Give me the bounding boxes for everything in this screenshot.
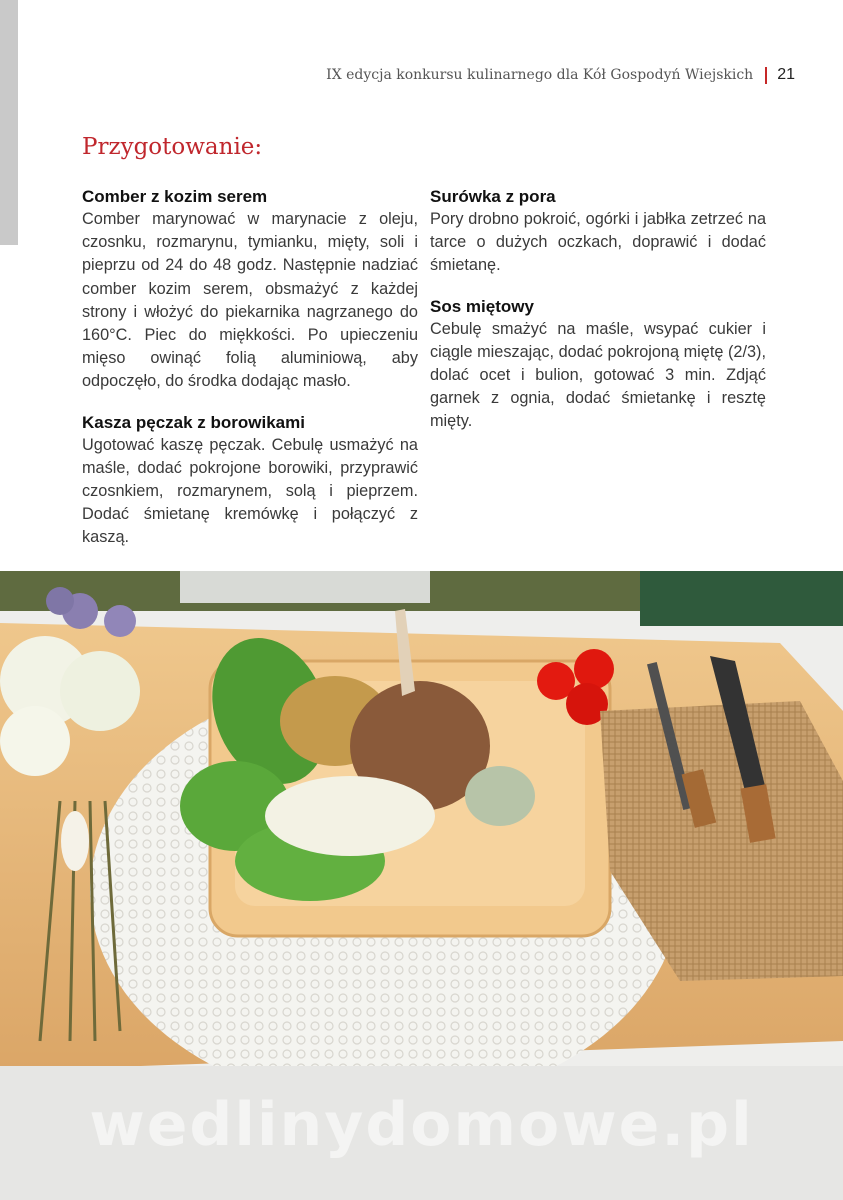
recipe-title: Kasza pęczak z borowikami — [82, 412, 305, 432]
left-column — [82, 186, 418, 568]
recipe-comber — [82, 186, 418, 394]
leek-salad — [265, 776, 435, 856]
recipe-title: Surówka z pora — [430, 187, 556, 206]
recipe-text: Cebulę smażyć na maśle, wsypać cukier i ciągle mieszając, dodać pokrojoną miętę (2/3), dolać ocet i bulion, gotować 3 min. Zdjąć garnek z ognia, dodać śmietankę i resztę mięty. — [430, 319, 766, 431]
recipe-title: Comber z kozim serem — [82, 187, 268, 206]
recipe-title: Sos miętowy — [430, 296, 534, 316]
watermark: wedlinydomowe.pl — [89, 1090, 754, 1160]
mint-sauce — [465, 766, 535, 826]
right-column — [430, 186, 766, 452]
header-separator — [765, 67, 767, 84]
recipe-surowka — [430, 186, 766, 278]
recipe-text: Pory drobno pokroić, ogórki i jabłka zetrzeć na tarce o dużych oczkach, doprawić i dodać śmietanę. — [430, 210, 766, 275]
recipe-text: Comber marynować w marynacie z oleju, czosnku, rozmarynu, tymianku, mięty, soli i pieprzu od 24 do 48 godz. Następnie nadziać comber kozim serem, obsmażyć z każdej strony i włożyć do piekarnika nagrzanego do 160°C. Piec do miękkości. Po upieczeniu mięso owinąć folią aluminiową, aby odpoczęło, do środka dodając masło. — [82, 210, 418, 391]
page-number: 21 — [777, 66, 795, 83]
section-title: Przygotowanie: — [82, 134, 263, 160]
running-title: IX edycja konkursu kulinarnego dla Kół Gospodyń Wiejskich — [326, 67, 754, 83]
recipe-sos — [430, 296, 766, 434]
recipe-kasza — [82, 412, 418, 550]
side-tab-bar — [0, 0, 18, 245]
page-header — [250, 66, 795, 84]
recipe-text: Ugotować kaszę pęczak. Cebulę usmażyć na maśle, dodać pokrojone borowiki, przyprawić czosnkiem, rozmarynem, solą i pieprzem. Dodać śmietanę kremówkę i połączyć z kaszą. — [82, 435, 418, 547]
